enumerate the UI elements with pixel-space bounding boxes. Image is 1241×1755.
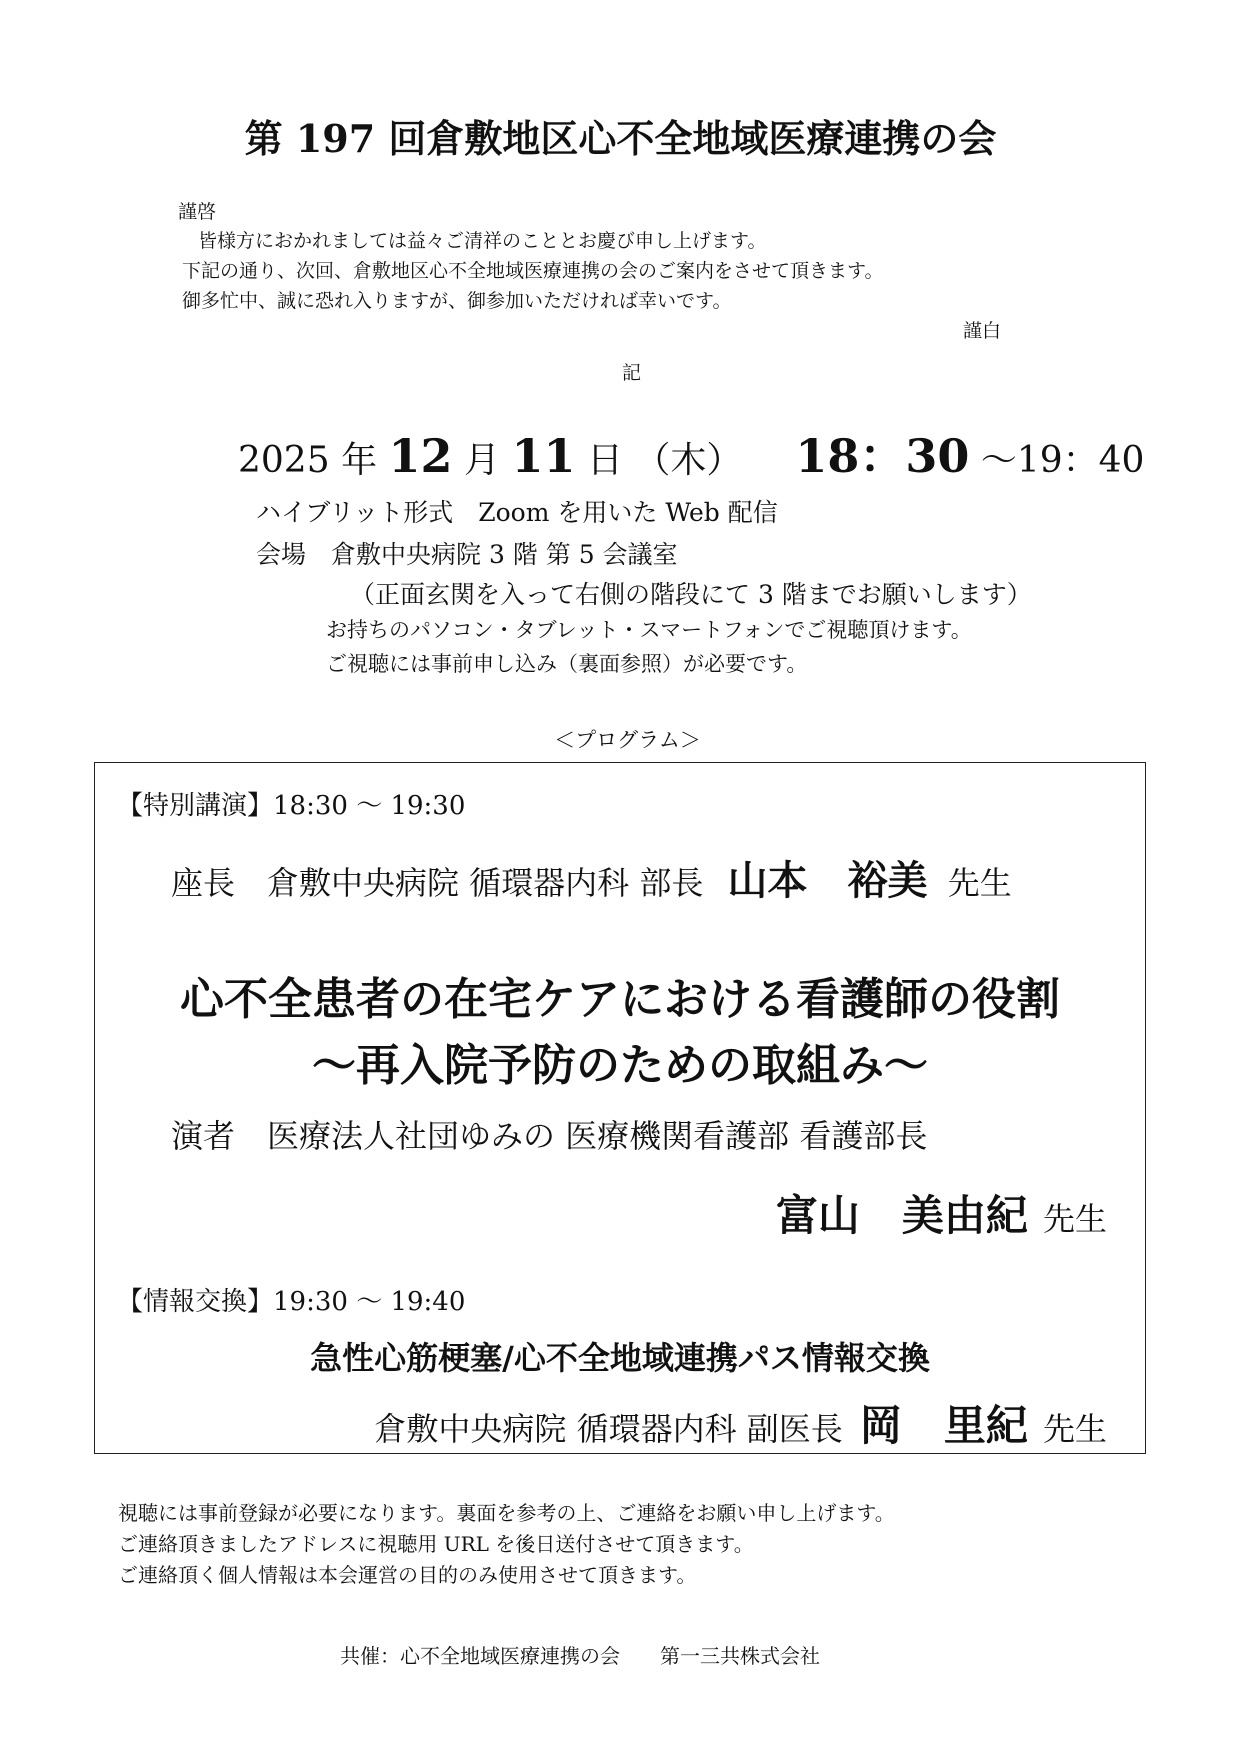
info-exchange-header: 【情報交換】19:30 ～ 19:40 (117, 1287, 466, 1317)
chair-name: 山本 裕美 (727, 857, 928, 904)
page-title: 第 197 回倉敷地区心不全地域医療連携の会 (244, 116, 997, 161)
event-day-unit: 日 (586, 440, 623, 481)
event-device-note: お持ちのパソコン・タブレット・スマートフォンでご視聴頂けます。 (326, 618, 972, 642)
event-start-time: 18：30 (795, 429, 970, 483)
ki-marker: 記 (621, 362, 641, 384)
event-weekday: （木） (634, 440, 743, 481)
speaker-suffix: 先生 (1042, 1200, 1107, 1238)
special-lecture-header: 【特別講演】18:30 ～ 19:30 (117, 791, 466, 821)
speaker-role: 演者 医療法人社団ゆみの 医療機関看護部 看護部長 (171, 1117, 928, 1155)
speaker-name: 富山 美由紀 (775, 1191, 1028, 1240)
speaker-line (776, 1183, 1107, 1243)
event-end-time: ～19：40 (980, 440, 1145, 481)
program-box (94, 762, 1146, 1454)
event-format: ハイブリット形式 Zoom を用いた Web 配信 (256, 498, 778, 527)
event-month-unit: 月 (464, 440, 501, 481)
presenter-role: 倉敷中央病院 循環器内科 副医長 (374, 1410, 843, 1448)
chair-suffix: 先生 (947, 864, 1012, 902)
footer-line-1: 視聴には事前登録が必要になります。裏面を参考の上、ご連絡をお願い申し上げます。 (118, 1501, 895, 1525)
event-venue: 会場 倉敷中央病院 3 階 第 5 会議室 (256, 540, 678, 569)
lecture-subtitle: ～再入院予防のための取組み～ (312, 1040, 928, 1091)
event-month: 12 (388, 429, 453, 483)
event-registration-note: ご視聴には事前申し込み（裏面参照）が必要です。 (326, 652, 808, 676)
chair-line (171, 849, 1012, 906)
greeting-line-1: 皆様方におかれましては益々ご清祥のこととお慶び申し上げます。 (198, 230, 767, 252)
footer-line-3: ご連絡頂く個人情報は本会運営の目的のみ使用させて頂きます。 (118, 1563, 697, 1587)
event-datetime (238, 420, 1144, 486)
event-day: 11 (511, 429, 576, 483)
chair-role: 座長 倉敷中央病院 循環器内科 部長 (171, 864, 704, 902)
info-exchange-title: 急性心筋梗塞/心不全地域連携パス情報交換 (310, 1339, 930, 1377)
presenter-suffix: 先生 (1042, 1410, 1107, 1448)
program-label: ＜プログラム＞ (554, 728, 701, 752)
greeting-opening: 謹啓 (178, 201, 217, 223)
presenter-line (374, 1393, 1107, 1453)
event-year-unit: 年 (341, 440, 378, 481)
greeting-line-3: 御多忙中、誠に恐れ入りますが、御参加いただければ幸いです。 (182, 290, 732, 312)
event-directions: （正面玄関を入って右側の階段にて 3 階までお願いします） (350, 580, 1032, 609)
footer-line-2: ご連絡頂きましたアドレスに視聴用 URL を後日送付させて頂きます。 (118, 1532, 754, 1556)
presenter-name: 岡 里紀 (859, 1401, 1028, 1450)
event-year: 2025 (238, 440, 330, 481)
sponsor-line: 共催：心不全地域医療連携の会 第一三共株式会社 (340, 1644, 820, 1668)
greeting-line-2: 下記の通り、次回、倉敷地区心不全地域医療連携の会のご案内をさせて頂きます。 (182, 260, 884, 282)
lecture-title: 心不全患者の在宅ケアにおける看護師の役割 (180, 974, 1060, 1025)
greeting-closing: 謹白 (963, 320, 1002, 342)
